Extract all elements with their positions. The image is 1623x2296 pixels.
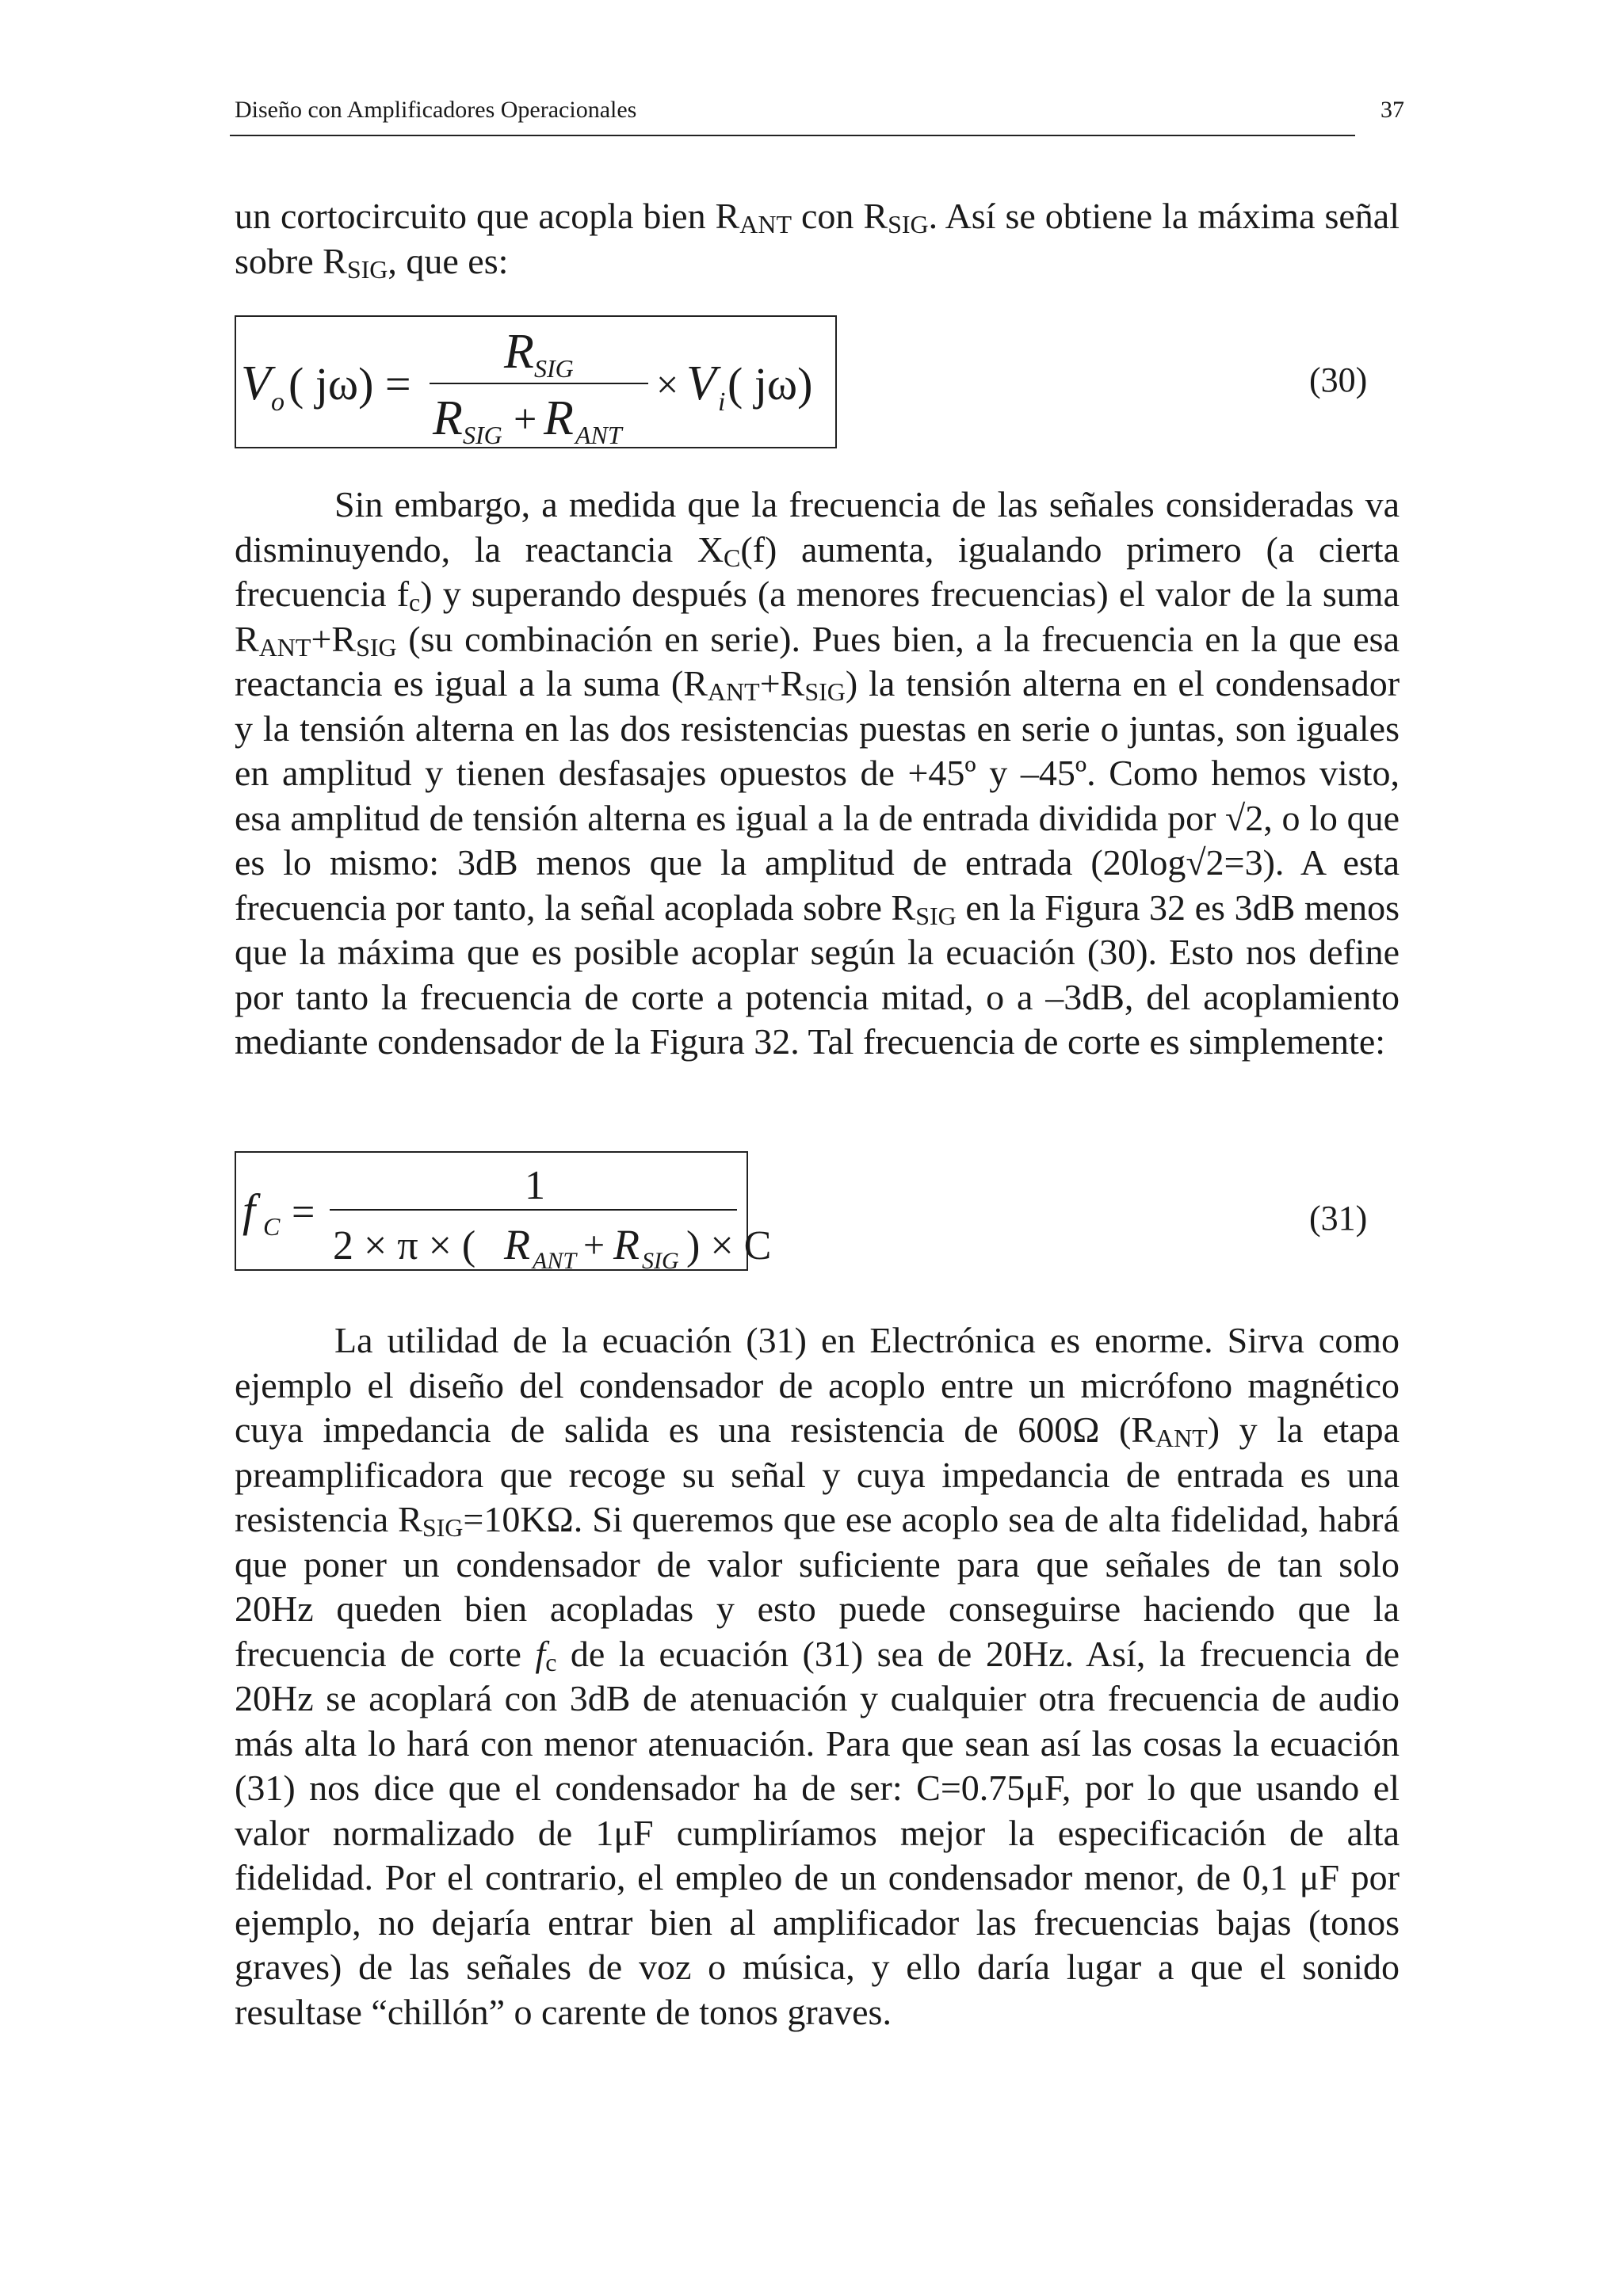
equation-30-box	[235, 315, 837, 448]
page-number: 37	[1381, 97, 1404, 123]
eq30-den-sub1: SIG	[463, 421, 502, 449]
eq31-den-sub1: ANT	[533, 1248, 577, 1274]
eq30-den-R2: R	[544, 391, 574, 445]
eq30-rhs-arg: ( jω)	[727, 358, 813, 410]
eq30-den-sub2: ANT	[575, 421, 622, 449]
eq30-lhs-sub: o	[271, 387, 285, 417]
header-title: Diseño con Amplificadores Operacionales	[235, 97, 637, 123]
eq31-den-plus: +	[583, 1224, 605, 1266]
eq31-den-sub2: SIG	[642, 1248, 679, 1274]
equation-30	[236, 317, 838, 450]
eq30-num-sub: SIG	[534, 354, 574, 383]
eq31-den-R1: R	[504, 1221, 530, 1268]
eq31-lhs-f: f	[242, 1184, 256, 1236]
eq31-den-suffix: ) × C	[686, 1223, 772, 1268]
eq31-numerator: 1	[525, 1163, 545, 1208]
eq30-den-plus: +	[514, 397, 537, 442]
eq30-den-R1: R	[433, 391, 463, 445]
eq31-den-prefix: 2 × π × (	[333, 1223, 476, 1268]
eq30-lhs-V: V	[241, 357, 271, 410]
eq30-rhs-sub: i	[718, 387, 726, 417]
paragraph-intro: un cortocircuito que acopla bien $R_{ANT}$ con $R_{SIG}$. Así se obtiene la máxima señal sobre $R_{SIG}$, que es:	[235, 196, 1400, 284]
eq31-den-R2: R	[613, 1221, 640, 1268]
equation-31-number: (31)	[1309, 1199, 1368, 1238]
eq30-times: ×	[656, 362, 679, 406]
paragraph-cutoff-explanation: Sin embargo, a medida que la frecuencia de las señales consideradas va disminuyendo, la reactancia $X_C(f)$ aumenta, igualando primero (a cierta frecuencia $f_c$) y superando después (a menores frecuencias) el valor de la suma $R_{ANT}+R_{SIG}$ (su combinación en serie). Pues bien, a la frecuencia en la que esa reactancia es igual a la suma $(R_{ANT}+R_{SIG})$ la tensión alterna en el condensador y la tensión alterna en las dos resistencias puestas en serie o juntas, son iguales en amplitud y tienen desfasajes opuestos de +45º y –45º. Como hemos visto, esa amplitud de tensión alterna es igual a la de entrada dividida por √2, o lo que es lo mismo: 3dB menos que la amplitud de entrada (20log√2=3). A esta frecuencia por tanto, la señal acoplada sobre $R_{SIG}$ en la Figura 32 es 3dB menos que la máxima que es posible acoplar según la ecuación (30). Esto nos define por tanto la frecuencia de corte a potencia mitad, o a –3dB, del acoplamiento mediante condensador de la Figura 32. Tal frecuencia de corte es simplemente:	[235, 484, 1400, 1062]
eq30-lhs-arg: ( jω) =	[288, 358, 411, 410]
eq30-num-R: R	[504, 325, 534, 379]
eq30-rhs-V: V	[686, 357, 716, 410]
equation-30-number: (30)	[1309, 360, 1368, 399]
eq31-equals: =	[292, 1190, 315, 1235]
running-header	[230, 95, 1404, 136]
equation-31	[236, 1153, 772, 1274]
equation-31-box	[235, 1151, 772, 1274]
paragraph-microphone-example: La utilidad de la ecuación (31) en Electrónica es enorme. Sirva como ejemplo el diseño del condensador de acoplo entre un micrófono magnético cuya impedancia de salida es una resistencia de 600Ω $(R_{ANT})$ y la etapa preamplificadora que recoge su señal y cuya impedancia de entrada es una resistencia $R_{SIG}=10K\Omega$. Si queremos que ese acoplo sea de alta fidelidad, habrá que poner un condensador de valor suficiente para que señales de tan solo 20Hz queden bien acopladas y esto puede conseguirse haciendo que la frecuencia de corte $f_c$ de la ecuación (31) sea de 20Hz. Así, la frecuencia de 20Hz se acoplará con 3dB de atenuación y cualquier otra frecuencia de audio más alta lo hará con menor atenuación. Para que sean así las cosas la ecuación (31) nos dice que el condensador ha de ser: C=0.75μF, por lo que usando el valor normalizado de 1μF cumpliríamos mejor la especificación de alta fidelidad. Por el contrario, el empleo de un condensador menor, de 0,1 μF por ejemplo, no dejaría entrar bien al amplificador las frecuencias bajas (tonos graves) de las señales de voz o música, y ello daría lugar a que el sonido resultase “chillón” o carente de tonos graves.	[235, 1320, 1400, 2032]
eq31-lhs-sub: C	[263, 1212, 281, 1241]
